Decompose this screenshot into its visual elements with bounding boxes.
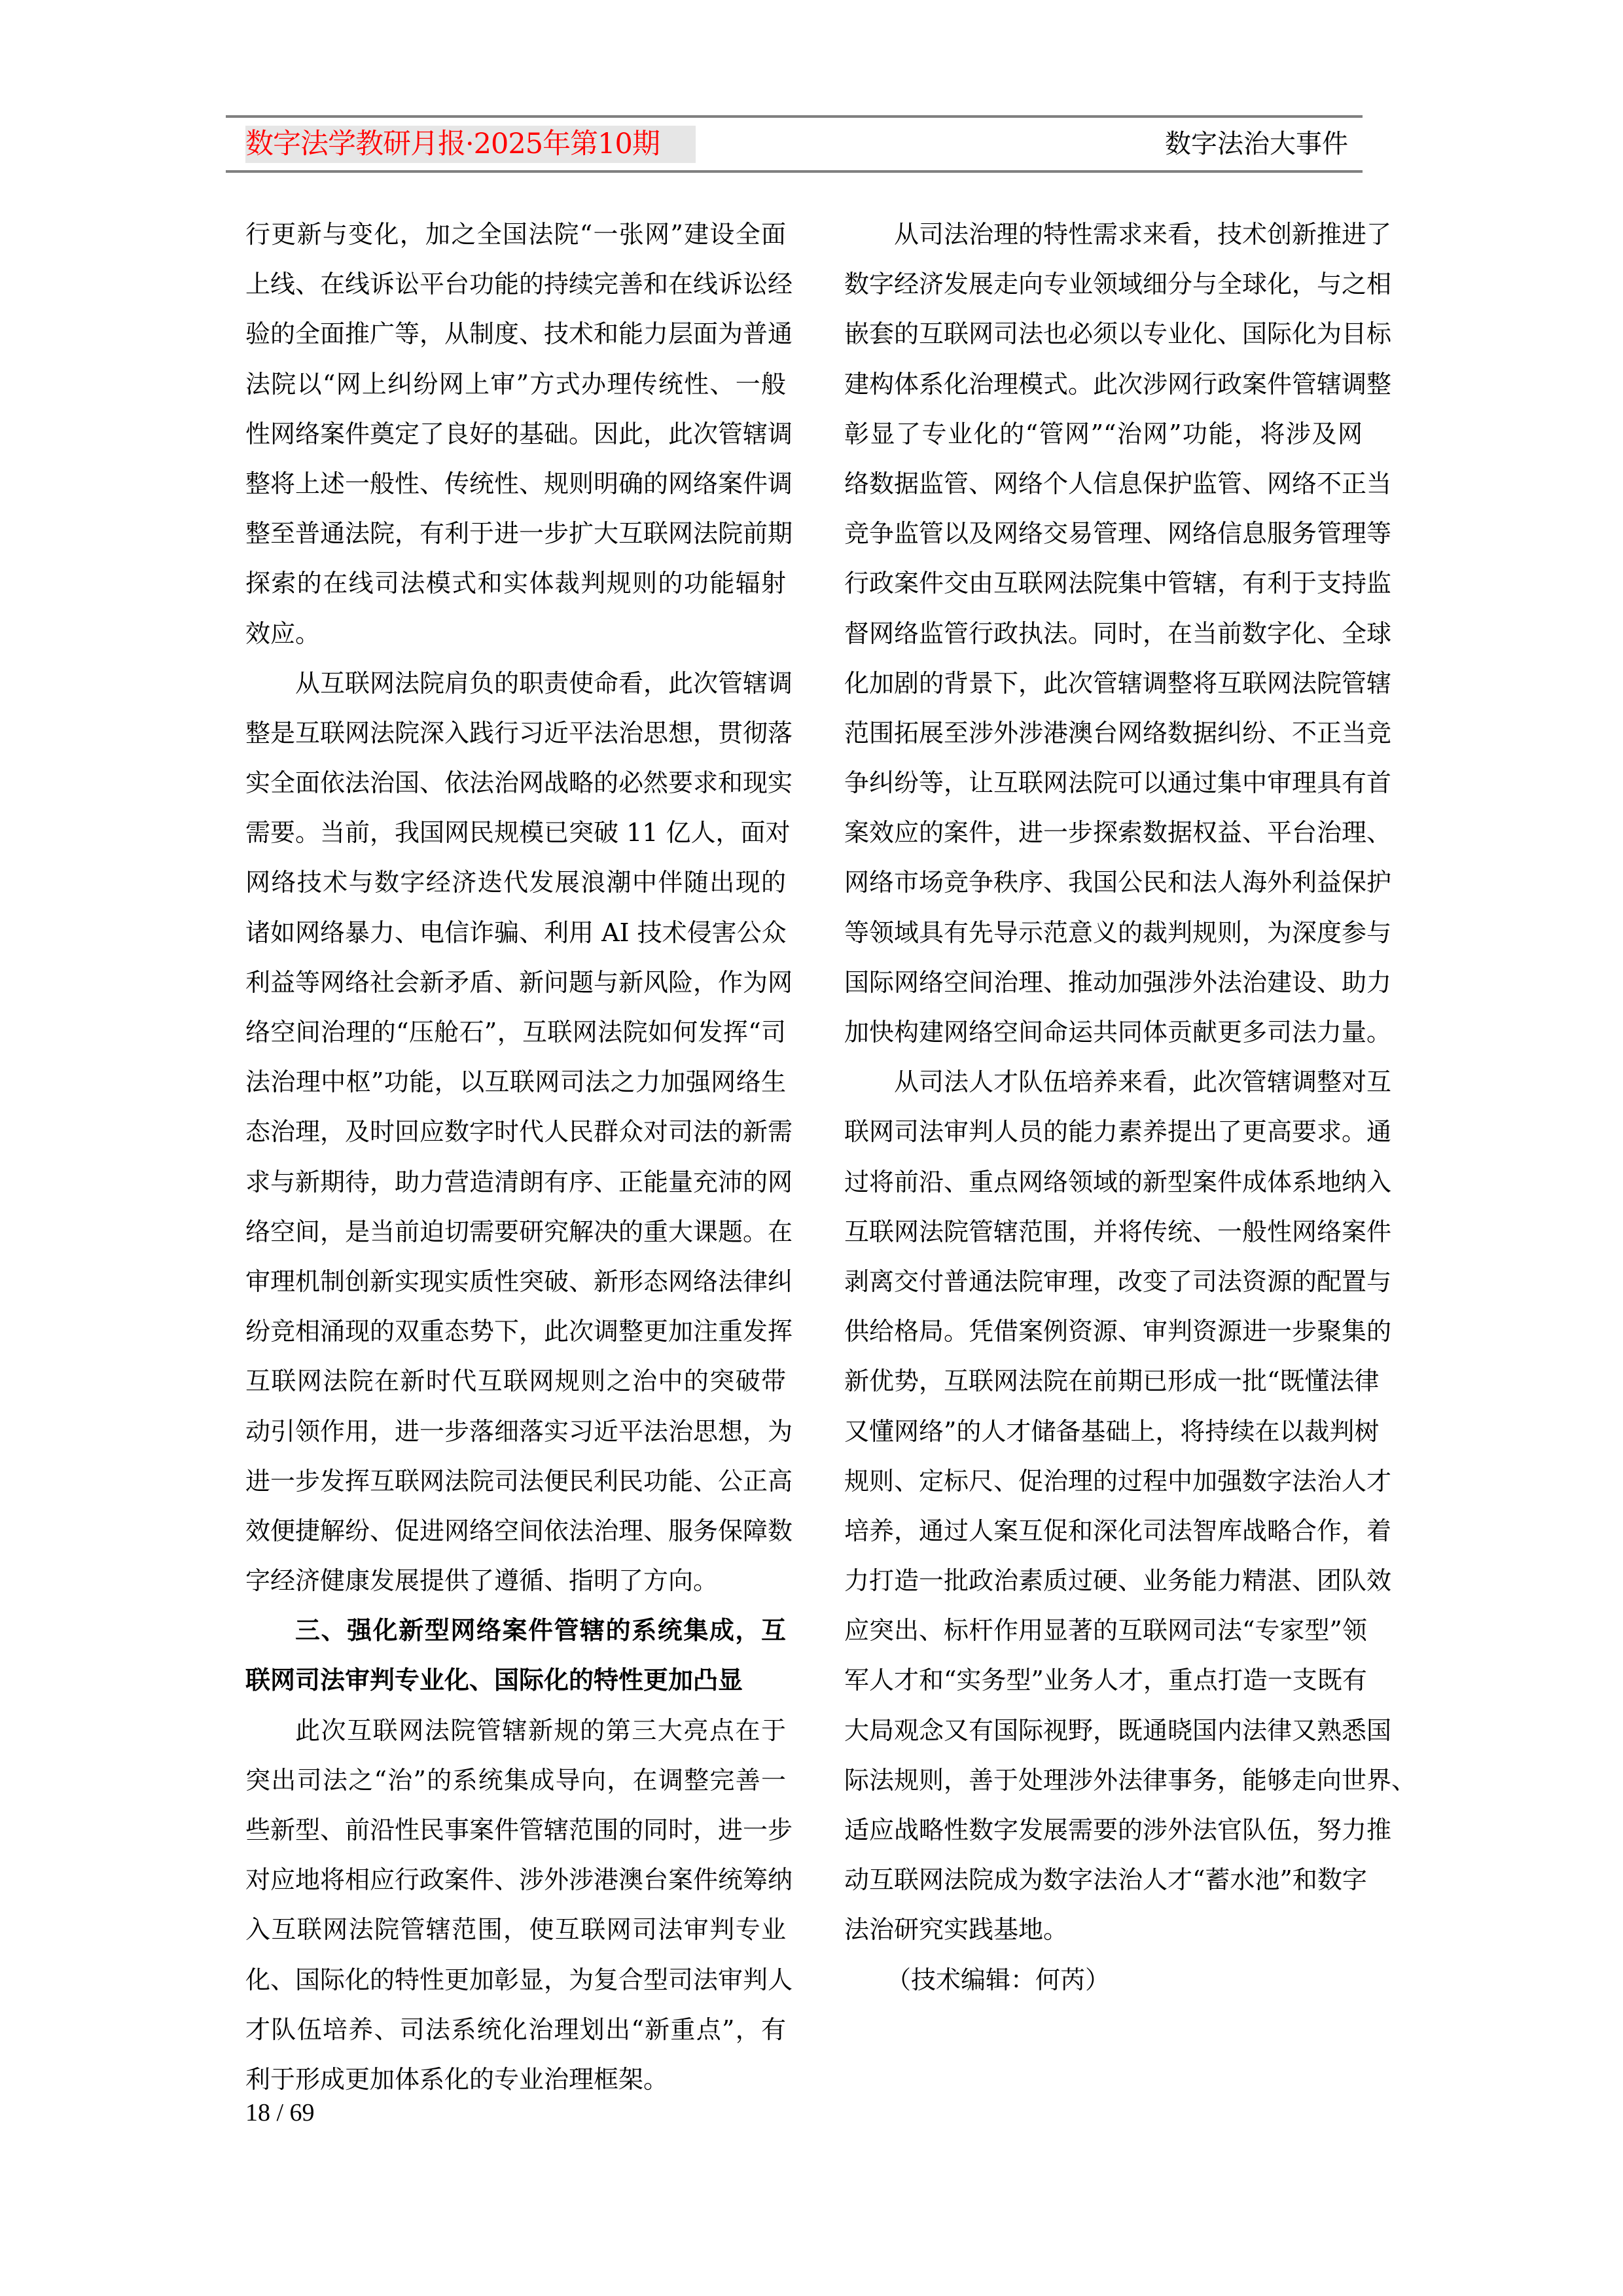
paragraph-line: 竞争监管以及网络交易管理、网络信息服务管理等 bbox=[844, 519, 1392, 548]
section-heading-line: 联网司法审判专业化、国际化的特性更加凸显 bbox=[245, 1665, 743, 1695]
paragraph-line: 入互联网法院管辖范围，使互联网司法审判专业 bbox=[245, 1915, 786, 1945]
paragraph-line: 建构体系化治理模式。此次涉网行政案件管辖调整 bbox=[844, 369, 1392, 399]
paragraph-line: 际法规则，善于处理涉外法律事务，能够走向世界、 bbox=[844, 1765, 1417, 1795]
paragraph-line: 加快构建网络空间命运共同体贡献更多司法力量。 bbox=[844, 1018, 1392, 1047]
paragraph-line: 军人才和“实务型”业务人才，重点打造一支既有 bbox=[844, 1666, 1367, 1695]
paragraph-line: 动互联网法院成为数字法治人才“蓄水池”和数字 bbox=[844, 1865, 1367, 1895]
paragraph-line: 适应战略性数字发展需要的涉外法官队伍，努力推 bbox=[844, 1816, 1392, 1844]
paragraph-line: 效应。 bbox=[245, 619, 321, 648]
paragraph-line: 行更新与变化，加之全国法院“一张网”建设全面 bbox=[245, 220, 786, 249]
paragraph-line: 彰显了专业化的“管网”“治网”功能，将涉及网 bbox=[844, 419, 1363, 448]
page-number: 18 / 69 bbox=[245, 2099, 315, 2126]
paragraph-line: 验的全面推广等，从制度、技术和能力层面为普通 bbox=[245, 319, 793, 349]
paragraph-line: 探索的在线司法模式和实体裁判规则的功能辐射 bbox=[245, 569, 786, 598]
paragraph-line: 字经济健康发展提供了遵循、指明了方向。 bbox=[245, 1566, 719, 1596]
paragraph-line: 范围拓展至涉外涉港澳台网络数据纠纷、不正当竞 bbox=[844, 718, 1392, 747]
paragraph-line: 又懂网络”的人才储备基础上，将持续在以裁判树 bbox=[844, 1416, 1380, 1446]
paragraph-line: 督网络监管行政执法。同时，在当前数字化、全球 bbox=[844, 619, 1392, 648]
paragraph-line: 络数据监管、网络个人信息保护监管、网络不正当 bbox=[844, 469, 1392, 498]
paragraph-line: 法治研究实践基地。 bbox=[844, 1915, 1069, 1945]
paragraph-line: 规则、定标尺、促治理的过程中加强数字法治人才 bbox=[844, 1466, 1392, 1496]
paragraph-line: 大局观念又有国际视野，既通晓国内法律又熟悉国 bbox=[844, 1715, 1392, 1745]
paragraph-line: 进一步发挥互联网法院司法便民利民功能、公正高 bbox=[245, 1466, 793, 1496]
paragraph-line: 从司法人才队伍培养来看，此次管辖调整对互 bbox=[894, 1067, 1392, 1097]
paragraph-line: 应突出、标杆作用显著的互联网司法“专家型”领 bbox=[844, 1616, 1367, 1645]
paragraph-line: 动引领作用，进一步落细落实习近平法治思想，为 bbox=[245, 1416, 793, 1446]
paragraph-line: 整将上述一般性、传统性、规则明确的网络案件调 bbox=[245, 469, 793, 498]
paragraph-line: 过将前沿、重点网络领域的新型案件成体系地纳入 bbox=[844, 1167, 1392, 1196]
journal-title: 数字法学教研月报·2025年第10期 bbox=[245, 126, 696, 163]
paragraph-line: 互联网法院在新时代互联网规则之治中的突破带 bbox=[245, 1367, 786, 1396]
header-rule-bottom bbox=[226, 170, 1363, 173]
paragraph-line: 国际网络空间治理、推动加强涉外法治建设、助力 bbox=[844, 967, 1392, 997]
paragraph-line: 些新型、前沿性民事案件管辖范围的同时，进一步 bbox=[245, 1816, 793, 1844]
paragraph-line: 整至普通法院，有利于进一步扩大互联网法院前期 bbox=[245, 519, 793, 548]
paragraph-line: 从司法治理的特性需求来看，技术创新推进了 bbox=[894, 220, 1392, 249]
paragraph-line: 化加剧的背景下，此次管辖调整将互联网法院管辖 bbox=[844, 668, 1392, 698]
section-title: 数字法治大事件 bbox=[1165, 129, 1348, 159]
article-column-right bbox=[844, 209, 1417, 2005]
paragraph-line: 需要。当前，我国网民规模已突破 11 亿人，面对 bbox=[245, 818, 791, 848]
paragraph-line: 等领域具有先导示范意义的裁判规则，为深度参与 bbox=[844, 918, 1392, 947]
paragraph-line: 从互联网法院肩负的职责使命看，此次管辖调 bbox=[295, 668, 793, 698]
paragraph-line: 才队伍培养、司法系统化治理划出“新重点”，有 bbox=[245, 2015, 786, 2044]
paragraph-line: 培养，通过人案互促和深化司法智库战略合作，着 bbox=[844, 1516, 1392, 1545]
paragraph-line: 利益等网络社会新矛盾、新问题与新风险，作为网 bbox=[245, 967, 793, 997]
paragraph-line: 数字经济发展走向专业领域细分与全球化，与之相 bbox=[844, 270, 1392, 299]
paragraph-line: 实全面依法治国、依法治网战略的必然要求和现实 bbox=[245, 768, 793, 798]
paragraph-line: 利于形成更加体系化的专业治理框架。 bbox=[245, 2064, 669, 2094]
paragraph-line: 审理机制创新实现实质性突破、新形态网络法律纠 bbox=[245, 1266, 793, 1296]
paragraph-line: 态治理，及时回应数字时代人民群众对司法的新需 bbox=[245, 1117, 793, 1147]
paragraph-line: 对应地将相应行政案件、涉外涉港澳台案件统筹纳 bbox=[245, 1865, 793, 1895]
paragraph-line: 求与新期待，助力营造清朗有序、正能量充沛的网 bbox=[245, 1167, 793, 1196]
paragraph-line: 络空间治理的“压舱石”，互联网法院如何发挥“司 bbox=[245, 1018, 786, 1047]
paragraph-line: 供给格局。凭借案例资源、审判资源进一步聚集的 bbox=[844, 1317, 1392, 1346]
paragraph-line: 整是互联网法院深入践行习近平法治思想，贯彻落 bbox=[245, 718, 793, 747]
paragraph-line: 突出司法之“治”的系统集成导向，在调整完善一 bbox=[245, 1765, 786, 1795]
paragraph-line: 案效应的案件，进一步探索数据权益、平台治理、 bbox=[844, 818, 1392, 848]
paragraph-line: 效便捷解纷、促进网络空间依法治理、服务保障数 bbox=[245, 1516, 793, 1545]
paragraph-line: 诸如网络暴力、电信诈骗、利用 AI 技术侵害公众 bbox=[245, 918, 787, 947]
paragraph-line: 新优势，互联网法院在前期已形成一批“既懂法律 bbox=[844, 1367, 1380, 1396]
paragraph-line: 力打造一批政治素质过硬、业务能力精湛、团队效 bbox=[844, 1566, 1392, 1596]
paragraph-line: 络空间，是当前迫切需要研究解决的重大课题。在 bbox=[245, 1217, 793, 1246]
paragraph-line: 联网司法审判人员的能力素养提出了更高要求。通 bbox=[844, 1117, 1392, 1147]
section-heading-line: 三、强化新型网络案件管辖的系统集成，互 bbox=[295, 1615, 786, 1645]
paragraph-line: 互联网法院管辖范围，并将传统、一般性网络案件 bbox=[844, 1217, 1392, 1246]
paragraph-line: 法院以“网上纠纷网上审”方式办理传统性、一般 bbox=[245, 369, 786, 399]
paragraph-line: 法治理中枢”功能，以互联网司法之力加强网络生 bbox=[245, 1067, 786, 1097]
header-rule-top bbox=[226, 115, 1363, 118]
paragraph-line: 争纠纷等，让互联网法院可以通过集中审理具有首 bbox=[844, 768, 1392, 798]
paragraph-line: 网络市场竞争秩序、我国公民和法人海外利益保护 bbox=[844, 868, 1392, 897]
paragraph-line: 剥离交付普通法院审理，改变了司法资源的配置与 bbox=[844, 1266, 1392, 1296]
paragraph-line: 上线、在线诉讼平台功能的持续完善和在线诉讼经 bbox=[245, 270, 793, 299]
technical-editor-credit: （技术编辑：何芮） bbox=[886, 1965, 1111, 1994]
article-column-left bbox=[245, 209, 793, 2104]
paragraph-line: 嵌套的互联网司法也必须以专业化、国际化为目标 bbox=[844, 319, 1392, 349]
paragraph-line: 化、国际化的特性更加彰显，为复合型司法审判人 bbox=[245, 1965, 793, 1994]
paragraph-line: 此次互联网法院管辖新规的第三大亮点在于 bbox=[295, 1715, 786, 1745]
paragraph-line: 性网络案件奠定了良好的基础。因此，此次管辖调 bbox=[245, 419, 793, 448]
paragraph-line: 纷竞相涌现的双重态势下，此次调整更加注重发挥 bbox=[245, 1317, 793, 1346]
paragraph-line: 行政案件交由互联网法院集中管辖，有利于支持监 bbox=[844, 569, 1392, 598]
paragraph-line: 网络技术与数字经济迭代发展浪潮中伴随出现的 bbox=[245, 868, 786, 897]
